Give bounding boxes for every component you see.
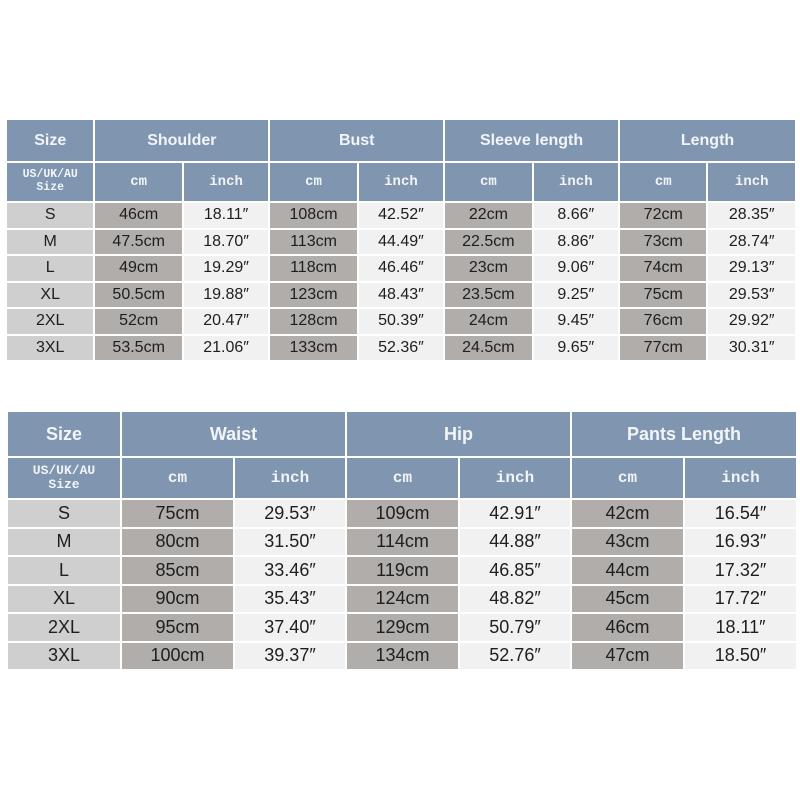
bust-cm-cell: 123cm [270, 283, 356, 308]
shoulder-cm-cell: 47.5cm [95, 230, 181, 255]
length-cm-header: cm [620, 163, 706, 201]
size-cell: M [7, 230, 93, 255]
unit-row [8, 458, 796, 498]
size-cell: 3XL [8, 643, 120, 670]
waist-inch-cell: 29.53″ [235, 500, 345, 527]
table-row [7, 309, 795, 334]
header-row [8, 412, 796, 456]
shoulder-inch-cell: 18.70″ [184, 230, 268, 255]
unit-row [7, 163, 795, 201]
waist-cm-cell: 80cm [122, 529, 233, 556]
table-row [8, 529, 796, 556]
length-header: Length [620, 120, 795, 161]
header-row [7, 120, 795, 161]
bust-cm-cell: 118cm [270, 256, 356, 281]
pants-cm-cell: 45cm [572, 586, 683, 613]
bust-inch-header: inch [359, 163, 443, 201]
waist-cm-cell: 75cm [122, 500, 233, 527]
waist-inch-header: inch [235, 458, 345, 498]
hip-inch-cell: 44.88″ [460, 529, 570, 556]
size-cell: S [8, 500, 120, 527]
size-cell: XL [8, 586, 120, 613]
pants-cm-cell: 42cm [572, 500, 683, 527]
table-row [8, 643, 796, 670]
size-cell: 2XL [7, 309, 93, 334]
table-row [8, 586, 796, 613]
shoulder-cm-cell: 53.5cm [95, 336, 181, 361]
pants-inch-cell: 18.50″ [685, 643, 796, 670]
size-cell: 3XL [7, 336, 93, 361]
bust-header: Bust [270, 120, 443, 161]
pants-inch-cell: 17.32″ [685, 557, 796, 584]
waist-header: Waist [122, 412, 345, 456]
pants-cm-cell: 46cm [572, 614, 683, 641]
pants-inch-cell: 17.72″ [685, 586, 796, 613]
hip-inch-cell: 46.85″ [460, 557, 570, 584]
pants-inch-cell: 16.93″ [685, 529, 796, 556]
size-system-label [8, 458, 120, 498]
shoulder-cm-cell: 46cm [95, 203, 181, 228]
pants-cm-cell: 44cm [572, 557, 683, 584]
sleeve-inch-cell: 8.66″ [534, 203, 618, 228]
shoulder-inch-cell: 19.88″ [184, 283, 268, 308]
length-cm-cell: 73cm [620, 230, 706, 255]
size-cell: XL [7, 283, 93, 308]
length-inch-cell: 29.53″ [708, 283, 795, 308]
size-system-line2: Size [48, 477, 80, 492]
size-system-line2: Size [36, 181, 65, 194]
bust-inch-cell: 50.39″ [359, 309, 443, 334]
table-row [7, 336, 795, 361]
size-system-label [7, 163, 93, 201]
hip-cm-cell: 134cm [347, 643, 458, 670]
sleeve-inch-header: inch [534, 163, 618, 201]
hip-header: Hip [347, 412, 570, 456]
sleeve-inch-cell: 9.25″ [534, 283, 618, 308]
sleeve-inch-cell: 9.65″ [534, 336, 618, 361]
hip-cm-cell: 129cm [347, 614, 458, 641]
table-row [8, 614, 796, 641]
bust-cm-cell: 133cm [270, 336, 356, 361]
table-row [7, 283, 795, 308]
waist-inch-cell: 35.43″ [235, 586, 345, 613]
shoulder-inch-cell: 19.29″ [184, 256, 268, 281]
shoulder-cm-cell: 52cm [95, 309, 181, 334]
length-cm-cell: 77cm [620, 336, 706, 361]
pants-inch-header: inch [685, 458, 796, 498]
sleeve-length-header: Sleeve length [445, 120, 618, 161]
sleeve-inch-cell: 9.45″ [534, 309, 618, 334]
waist-inch-cell: 37.40″ [235, 614, 345, 641]
pants-cm-cell: 43cm [572, 529, 683, 556]
shoulder-cm-cell: 50.5cm [95, 283, 181, 308]
bust-cm-cell: 108cm [270, 203, 356, 228]
length-cm-cell: 72cm [620, 203, 706, 228]
pants-cm-header: cm [572, 458, 683, 498]
size-header: Size [7, 120, 93, 161]
size-cell: L [8, 557, 120, 584]
pants-length-header: Pants Length [572, 412, 796, 456]
bust-cm-cell: 113cm [270, 230, 356, 255]
size-system-line1: US/UK/AU [32, 462, 96, 478]
size-header: Size [8, 412, 120, 456]
sleeve-inch-cell: 8.86″ [534, 230, 618, 255]
table-row [8, 500, 796, 527]
waist-cm-header: cm [122, 458, 233, 498]
bust-cm-header: cm [270, 163, 356, 201]
size-cell: S [7, 203, 93, 228]
bottom-size-chart-table [6, 410, 798, 671]
pants-cm-cell: 47cm [572, 643, 683, 670]
shoulder-header: Shoulder [95, 120, 268, 161]
bust-cm-cell: 128cm [270, 309, 356, 334]
sleeve-cm-header: cm [445, 163, 531, 201]
waist-inch-cell: 33.46″ [235, 557, 345, 584]
pants-inch-cell: 18.11″ [685, 614, 796, 641]
sleeve-cm-cell: 24.5cm [445, 336, 531, 361]
top-size-chart-table [5, 118, 797, 362]
hip-inch-cell: 42.91″ [460, 500, 570, 527]
waist-cm-cell: 100cm [122, 643, 233, 670]
sleeve-cm-cell: 22cm [445, 203, 531, 228]
waist-cm-cell: 90cm [122, 586, 233, 613]
table-row [7, 230, 795, 255]
waist-cm-cell: 85cm [122, 557, 233, 584]
bust-inch-cell: 42.52″ [359, 203, 443, 228]
table-row [7, 256, 795, 281]
waist-cm-cell: 95cm [122, 614, 233, 641]
hip-cm-cell: 124cm [347, 586, 458, 613]
bust-inch-cell: 52.36″ [359, 336, 443, 361]
waist-inch-cell: 39.37″ [235, 643, 345, 670]
bust-inch-cell: 48.43″ [359, 283, 443, 308]
waist-inch-cell: 31.50″ [235, 529, 345, 556]
shoulder-inch-cell: 20.47″ [184, 309, 268, 334]
hip-cm-cell: 114cm [347, 529, 458, 556]
length-inch-cell: 28.35″ [708, 203, 795, 228]
sleeve-cm-cell: 23cm [445, 256, 531, 281]
hip-cm-header: cm [347, 458, 458, 498]
size-cell: L [7, 256, 93, 281]
shoulder-cm-cell: 49cm [95, 256, 181, 281]
hip-inch-cell: 52.76″ [460, 643, 570, 670]
sleeve-cm-cell: 24cm [445, 309, 531, 334]
shoulder-cm-header: cm [95, 163, 181, 201]
size-cell: 2XL [8, 614, 120, 641]
length-cm-cell: 76cm [620, 309, 706, 334]
length-inch-cell: 30.31″ [708, 336, 795, 361]
hip-cm-cell: 109cm [347, 500, 458, 527]
sleeve-cm-cell: 22.5cm [445, 230, 531, 255]
length-cm-cell: 74cm [620, 256, 706, 281]
shoulder-inch-cell: 18.11″ [184, 203, 268, 228]
table-row [8, 557, 796, 584]
sleeve-inch-cell: 9.06″ [534, 256, 618, 281]
table-row [7, 203, 795, 228]
length-inch-header: inch [708, 163, 795, 201]
length-inch-cell: 29.92″ [708, 309, 795, 334]
pants-inch-cell: 16.54″ [685, 500, 796, 527]
hip-inch-header: inch [460, 458, 570, 498]
shoulder-inch-header: inch [184, 163, 268, 201]
size-cell: M [8, 529, 120, 556]
shoulder-inch-cell: 21.06″ [184, 336, 268, 361]
hip-inch-cell: 48.82″ [460, 586, 570, 613]
length-cm-cell: 75cm [620, 283, 706, 308]
length-inch-cell: 29.13″ [708, 256, 795, 281]
hip-cm-cell: 119cm [347, 557, 458, 584]
sleeve-cm-cell: 23.5cm [445, 283, 531, 308]
length-inch-cell: 28.74″ [708, 230, 795, 255]
bust-inch-cell: 44.49″ [359, 230, 443, 255]
bust-inch-cell: 46.46″ [359, 256, 443, 281]
size-system-line1: US/UK/AU [22, 168, 78, 182]
hip-inch-cell: 50.79″ [460, 614, 570, 641]
